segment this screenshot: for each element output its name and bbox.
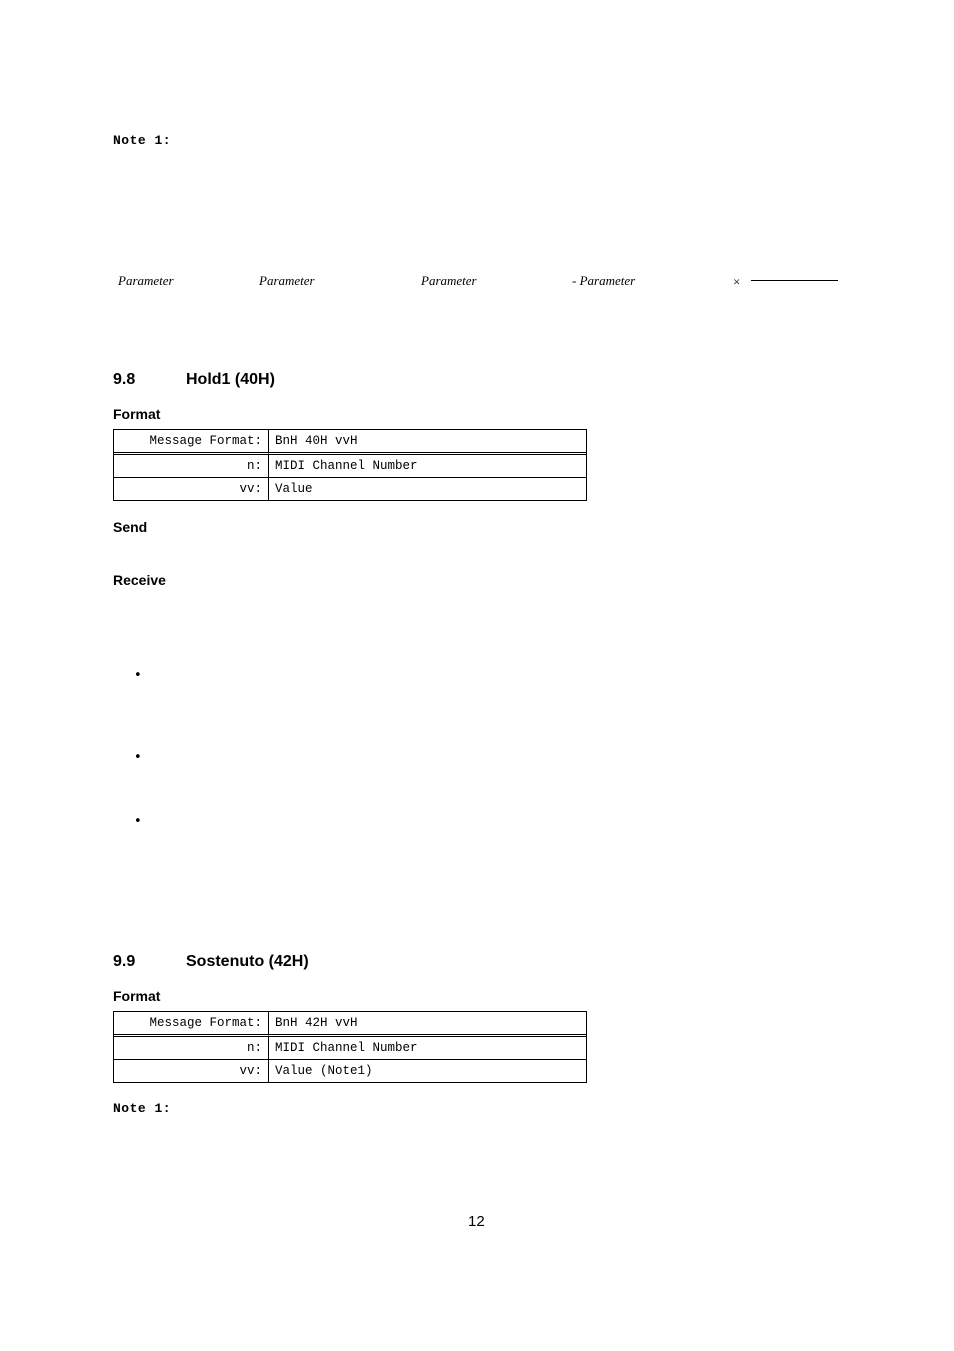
section-title-hold1: Hold1 (40H): [186, 371, 275, 388]
table-row: [114, 1012, 586, 1034]
note-label: Note 1:: [113, 133, 172, 148]
message-format-key: Message Format:: [114, 430, 269, 452]
formula-term-1: Parameter: [118, 273, 174, 288]
value-key: vv:: [114, 477, 269, 500]
formula-fraction-line: [751, 280, 838, 281]
send-heading: Send: [113, 519, 148, 535]
message-format-key: Message Format:: [114, 1012, 269, 1034]
channel-value: MIDI Channel Number: [269, 1034, 586, 1059]
format-heading: Format: [113, 406, 161, 422]
formula-term-2: Parameter: [259, 273, 315, 288]
value-value: Value (Note1): [269, 1059, 586, 1082]
page-number: 12: [468, 1213, 485, 1230]
channel-key: n:: [114, 452, 269, 477]
list-bullet: •: [134, 814, 142, 829]
list-bullet: •: [134, 668, 142, 683]
table-row: [114, 1034, 586, 1059]
table-row: [114, 1059, 586, 1082]
section-title-sostenuto: Sostenuto (42H): [186, 953, 309, 970]
section-number-9-9: 9.9: [113, 953, 136, 970]
formula-times-sign: ×: [733, 274, 741, 289]
hold1-format-table: [113, 429, 587, 501]
message-format-value: BnH 40H vvH: [275, 434, 358, 448]
section-number-9-8: 9.8: [113, 371, 136, 388]
value-key: vv:: [114, 1059, 269, 1082]
formula-term-3: Parameter: [421, 273, 477, 288]
sostenuto-format-table: [113, 1011, 587, 1083]
format-heading: Format: [113, 988, 161, 1004]
note-label: Note 1:: [113, 1101, 172, 1116]
channel-value: MIDI Channel Number: [269, 452, 586, 477]
message-format-value: BnH 42H vvH: [275, 1016, 358, 1030]
list-bullet: •: [134, 750, 142, 765]
channel-key: n:: [114, 1034, 269, 1059]
table-row: [114, 430, 586, 452]
table-row: [114, 477, 586, 500]
table-row: [114, 452, 586, 477]
formula-term-4: - Parameter: [572, 273, 636, 288]
receive-heading: Receive: [113, 572, 166, 588]
value-value: Value: [269, 477, 586, 500]
